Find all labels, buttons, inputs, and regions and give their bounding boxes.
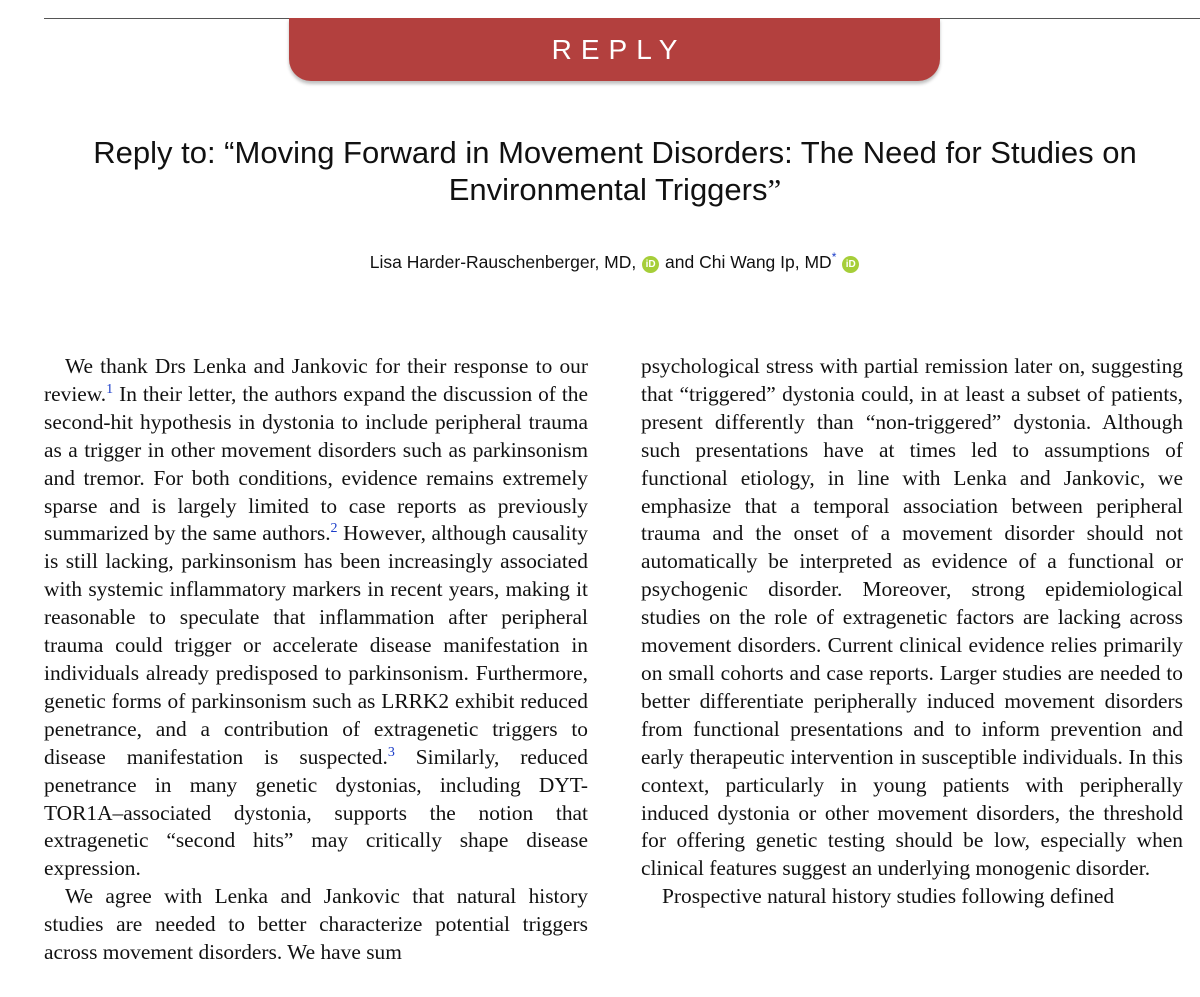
- corresponding-author-marker[interactable]: *: [831, 250, 837, 264]
- left-column: [44, 353, 588, 967]
- title-text: Moving Forward in Movement Disorders: The Need for Studies on Environmental Triggers: [234, 135, 1137, 207]
- paragraph-text: Similarly, reduced penetrance in many genetic dystonias, including DYT-TOR1A–associated dystonia, supports the notion that extragenetic “second hits” may critically shape disease expression.: [44, 744, 588, 881]
- reference-link[interactable]: 2: [330, 521, 338, 537]
- reference-link[interactable]: 1: [106, 381, 114, 397]
- paragraph-text: In their letter, the authors expand the discussion of the second-hit hypothesis in dystonia to include peripheral trauma as a trigger in other movement disorders such as parkinsonism and tremor. For both conditions, evidence remains extremely sparse and is largely limited to case reports as previously summarized by the same authors.: [44, 381, 588, 546]
- paragraph-text: We thank Drs Lenka and Jankovic for their response to our review.: [44, 354, 588, 406]
- orcid-icon[interactable]: iD: [642, 256, 659, 273]
- title-open-quote: Reply to: “: [93, 135, 235, 170]
- reply-banner: [289, 18, 940, 81]
- banner-label: REPLY: [551, 33, 687, 65]
- author-line: [0, 250, 1200, 273]
- paragraph-text: However, although causality is still lacking, parkinsonism has been increasingly associated with systemic inflammatory markers in recent years, making it reasonable to speculate that inflammation after peripheral trauma could trigger or accelerate disease manifestation in individuals already predisposed to parkinsonism. Furthermore, genetic forms of parkinsonism such as LRRK2 exhibit reduced penetrance, and a contribution of extragenetic triggers to disease manifestation is suspected.: [44, 521, 588, 769]
- article-title: [60, 134, 1170, 208]
- right-column: [641, 353, 1183, 911]
- title-close-quote: ”: [767, 172, 782, 207]
- author-separator: and: [665, 251, 695, 272]
- paragraph: Prospective natural history studies following defined: [662, 884, 1115, 909]
- author-1: Lisa Harder-Rauschenberger, MD,: [369, 251, 637, 272]
- orcid-icon[interactable]: iD: [842, 256, 859, 273]
- author-2: Chi Wang Ip, MD: [699, 251, 832, 272]
- paragraph: [44, 353, 588, 883]
- paragraph: psychological stress with partial remission later on, suggesting that “triggered” dystonia could, in at least a subset of patients, present differently than “non-triggered” dystonia. Although such presentations have at times led to assumptions of functional etiology, in line with Lenka and Jankovic, we emphasize that a temporal association between peripheral trauma and the onset of a movement disorder should not automatically be interpreted as evidence of a functional or psychogenic disorder. Moreover, strong epidemiological studies on the role of extragenetic factors are lacking across movement disorders. Current clinical evidence relies primarily on small cohorts and case reports. Larger studies are needed to better differentiate peripherally induced movement disorders from functional presentations and to inform prevention and early therapeutic intervention in susceptible individuals. In this context, particularly in young patients with peripherally induced dystonia or other movement disorders, the threshold for offering genetic testing should be low, especially when clinical features suggest an underlying monogenic disorder.: [641, 354, 1183, 881]
- reference-link[interactable]: 3: [387, 744, 395, 760]
- paragraph: We agree with Lenka and Jankovic that natural history studies are needed to better characterize potential triggers across movement disorders. We have sum: [44, 884, 588, 965]
